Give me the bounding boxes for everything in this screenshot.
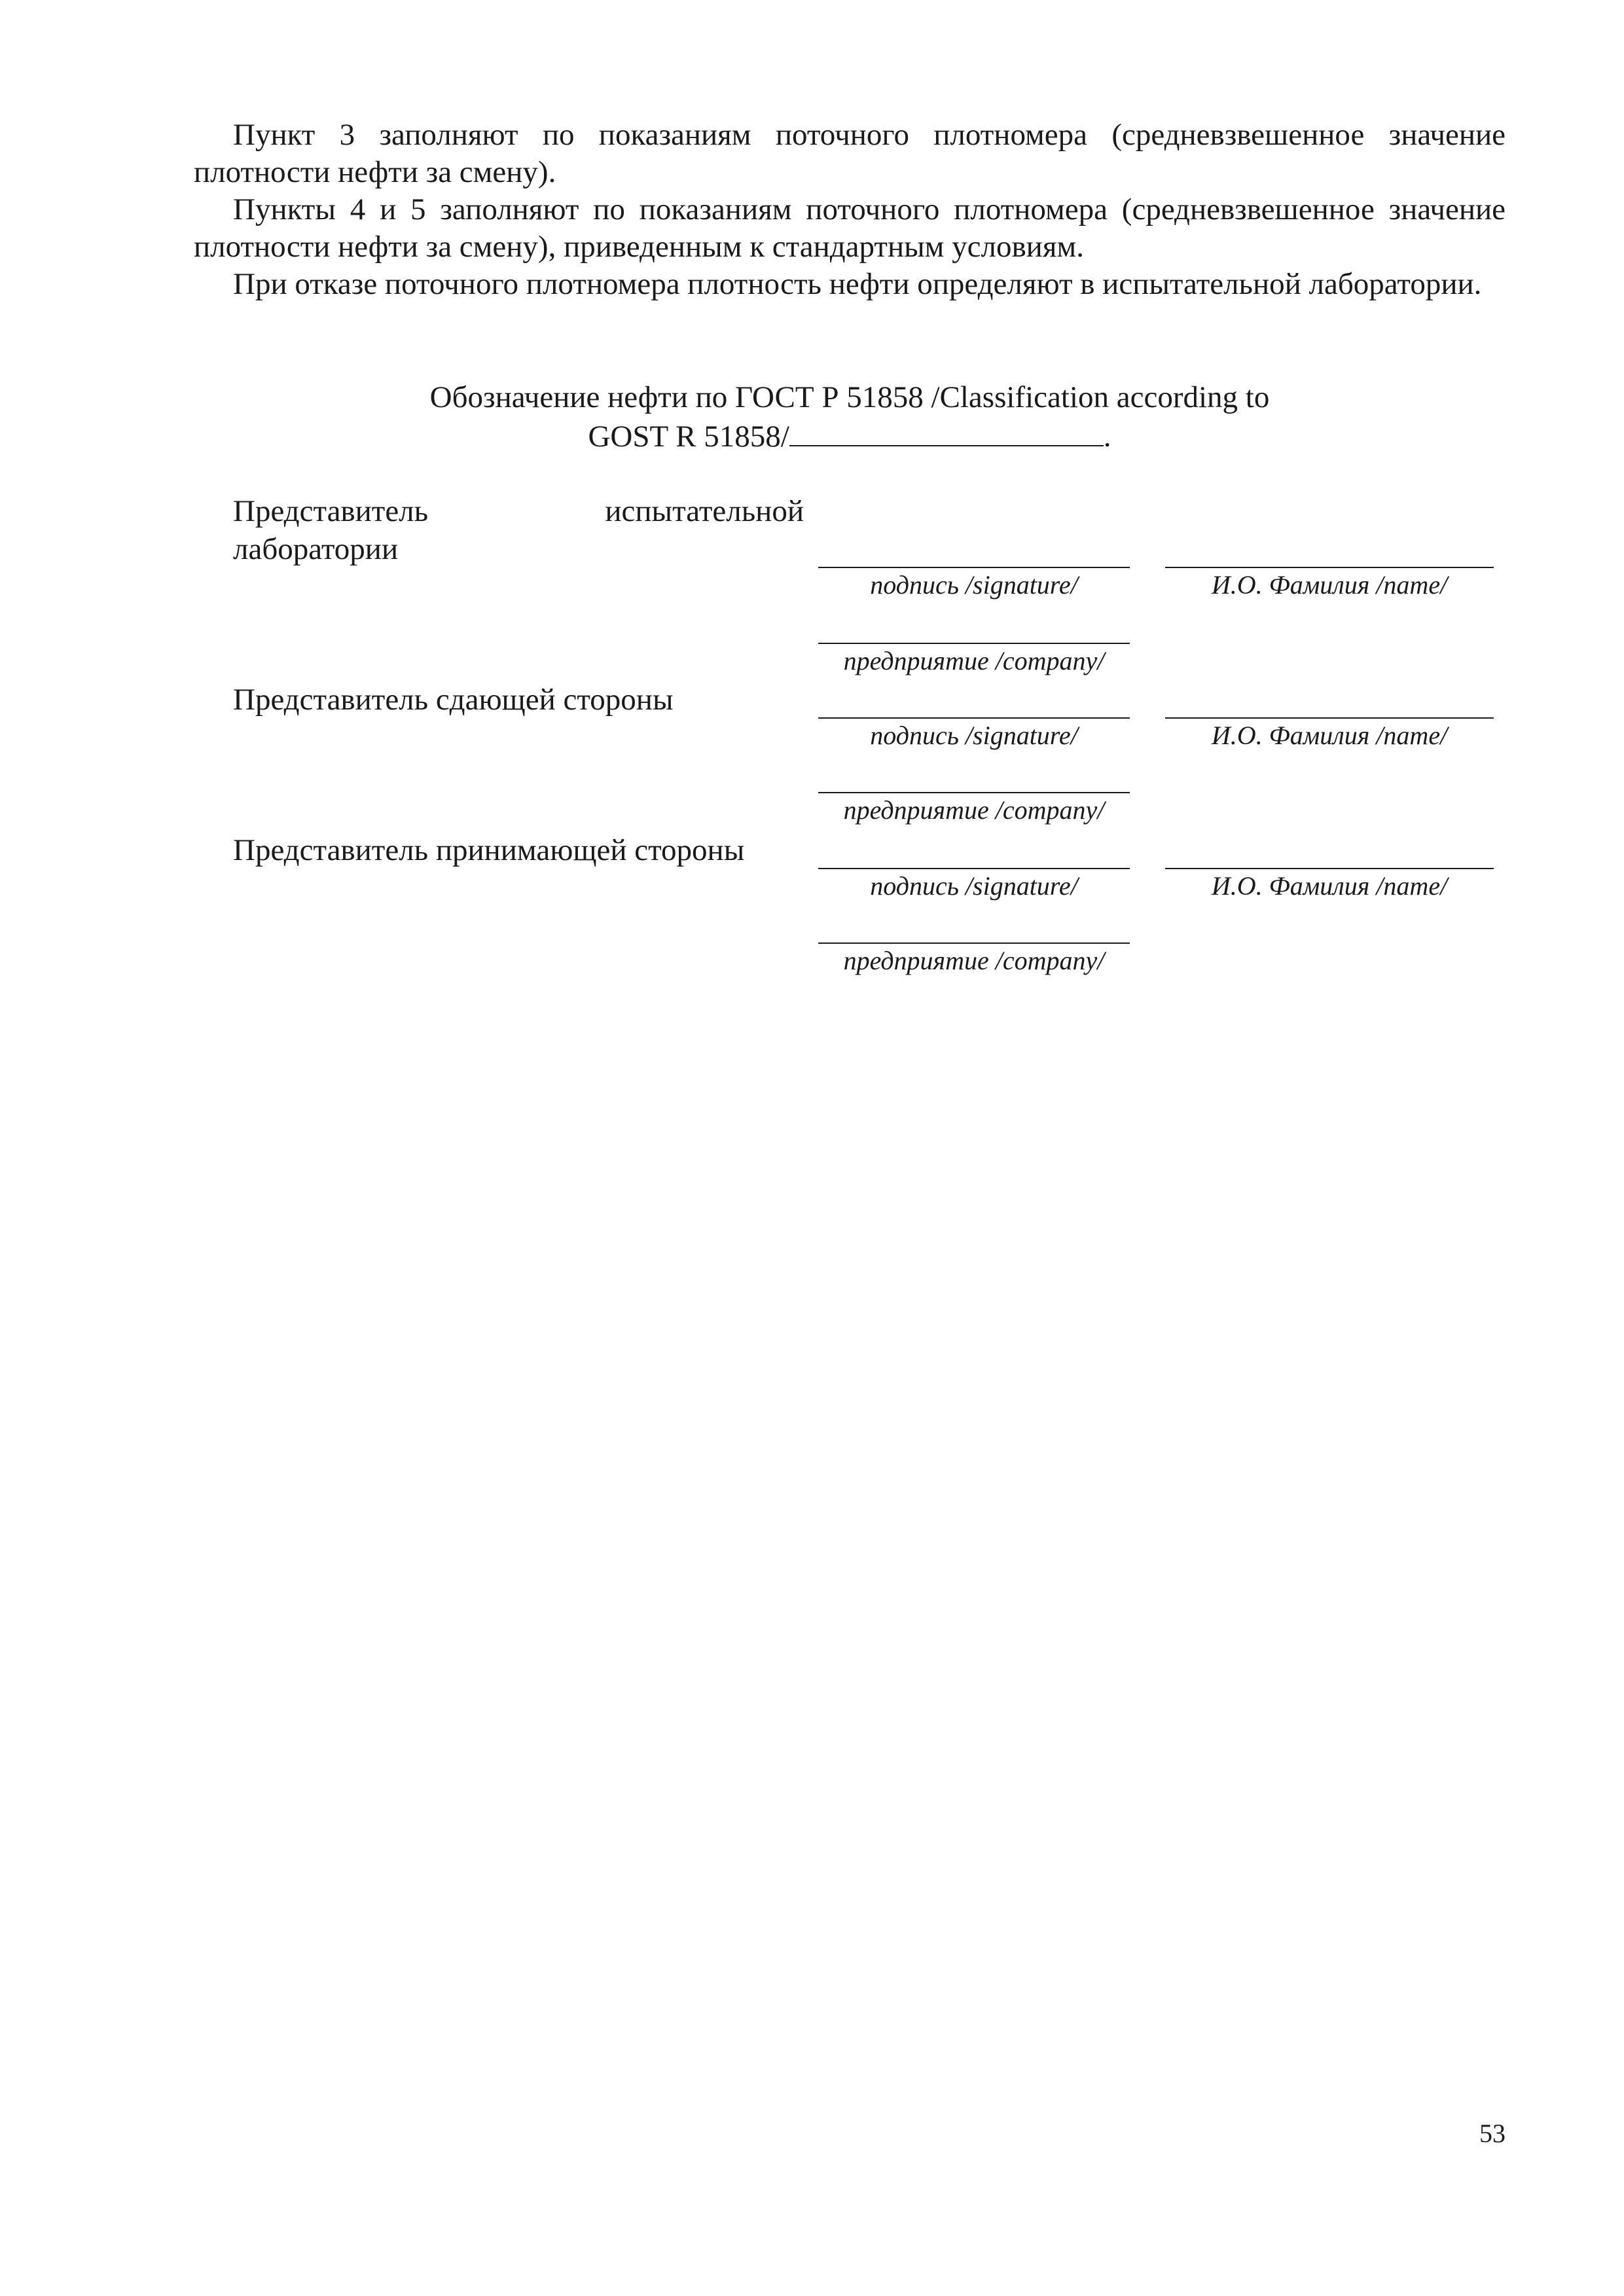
lab-representative-word-1: Представитель [233, 494, 429, 528]
classification-period: . [1103, 420, 1111, 454]
delivering-company-line[interactable] [818, 792, 1130, 793]
paragraph-3: При отказе поточного плотномера плотность нефти определяют в испытательной лаборатории. [233, 267, 1482, 301]
classification-line-1: Обозначение нефти по ГОСТ Р 51858 /Classification according to [429, 380, 1270, 414]
body-text [194, 117, 1506, 303]
delivering-representative-label: Представитель сдающей стороны [233, 683, 674, 717]
delivering-name-caption: И.О. Фамилия /name/ [1211, 721, 1448, 750]
lab-signature-caption: подпись /signature/ [870, 570, 1078, 600]
delivering-signature-line[interactable] [818, 717, 1130, 719]
receiving-company-line[interactable] [818, 942, 1130, 944]
classification-gost-prefix: GOST R 51858/ [588, 420, 789, 454]
delivering-signature-caption: подпись /signature/ [870, 721, 1078, 750]
classification-blank-field[interactable] [789, 416, 1104, 446]
receiving-name-line[interactable] [1165, 868, 1494, 869]
delivering-company-caption: предприятие /company/ [843, 795, 1105, 825]
lab-signature-line[interactable] [818, 567, 1130, 568]
receiving-company-caption: предприятие /company/ [843, 946, 1105, 975]
classification-line-2 [194, 416, 1506, 456]
lab-representative-word-3: лаборатории [233, 532, 399, 566]
lab-name-caption: И.О. Фамилия /name/ [1211, 570, 1448, 600]
receiving-name-caption: И.О. Фамилия /name/ [1211, 871, 1448, 901]
lab-representative-word-2: испытательной [605, 494, 804, 528]
paragraph-1: Пункт 3 заполняют по показаниям поточного плотномера (средневзвешенное значение плотности нефти за смену). [194, 118, 1506, 189]
receiving-signature-caption: подпись /signature/ [870, 871, 1078, 901]
lab-representative-label [233, 492, 804, 568]
delivering-name-line[interactable] [1165, 717, 1494, 719]
classification-block [194, 378, 1506, 456]
lab-name-line[interactable] [1165, 567, 1494, 568]
lab-representative-label-row [233, 492, 804, 530]
page-number: 53 [1479, 2119, 1506, 2148]
receiving-representative-label: Представитель принимающей стороны [233, 833, 745, 867]
paragraph-2: Пункты 4 и 5 заполняют по показаниям поточного плотномера (средневзвешенное значение плотности нефти за смену), приведенным к стандартным условиям. [194, 192, 1506, 264]
lab-company-caption: предприятие /company/ [843, 646, 1105, 675]
lab-company-line[interactable] [818, 643, 1130, 644]
receiving-signature-line[interactable] [818, 868, 1130, 869]
